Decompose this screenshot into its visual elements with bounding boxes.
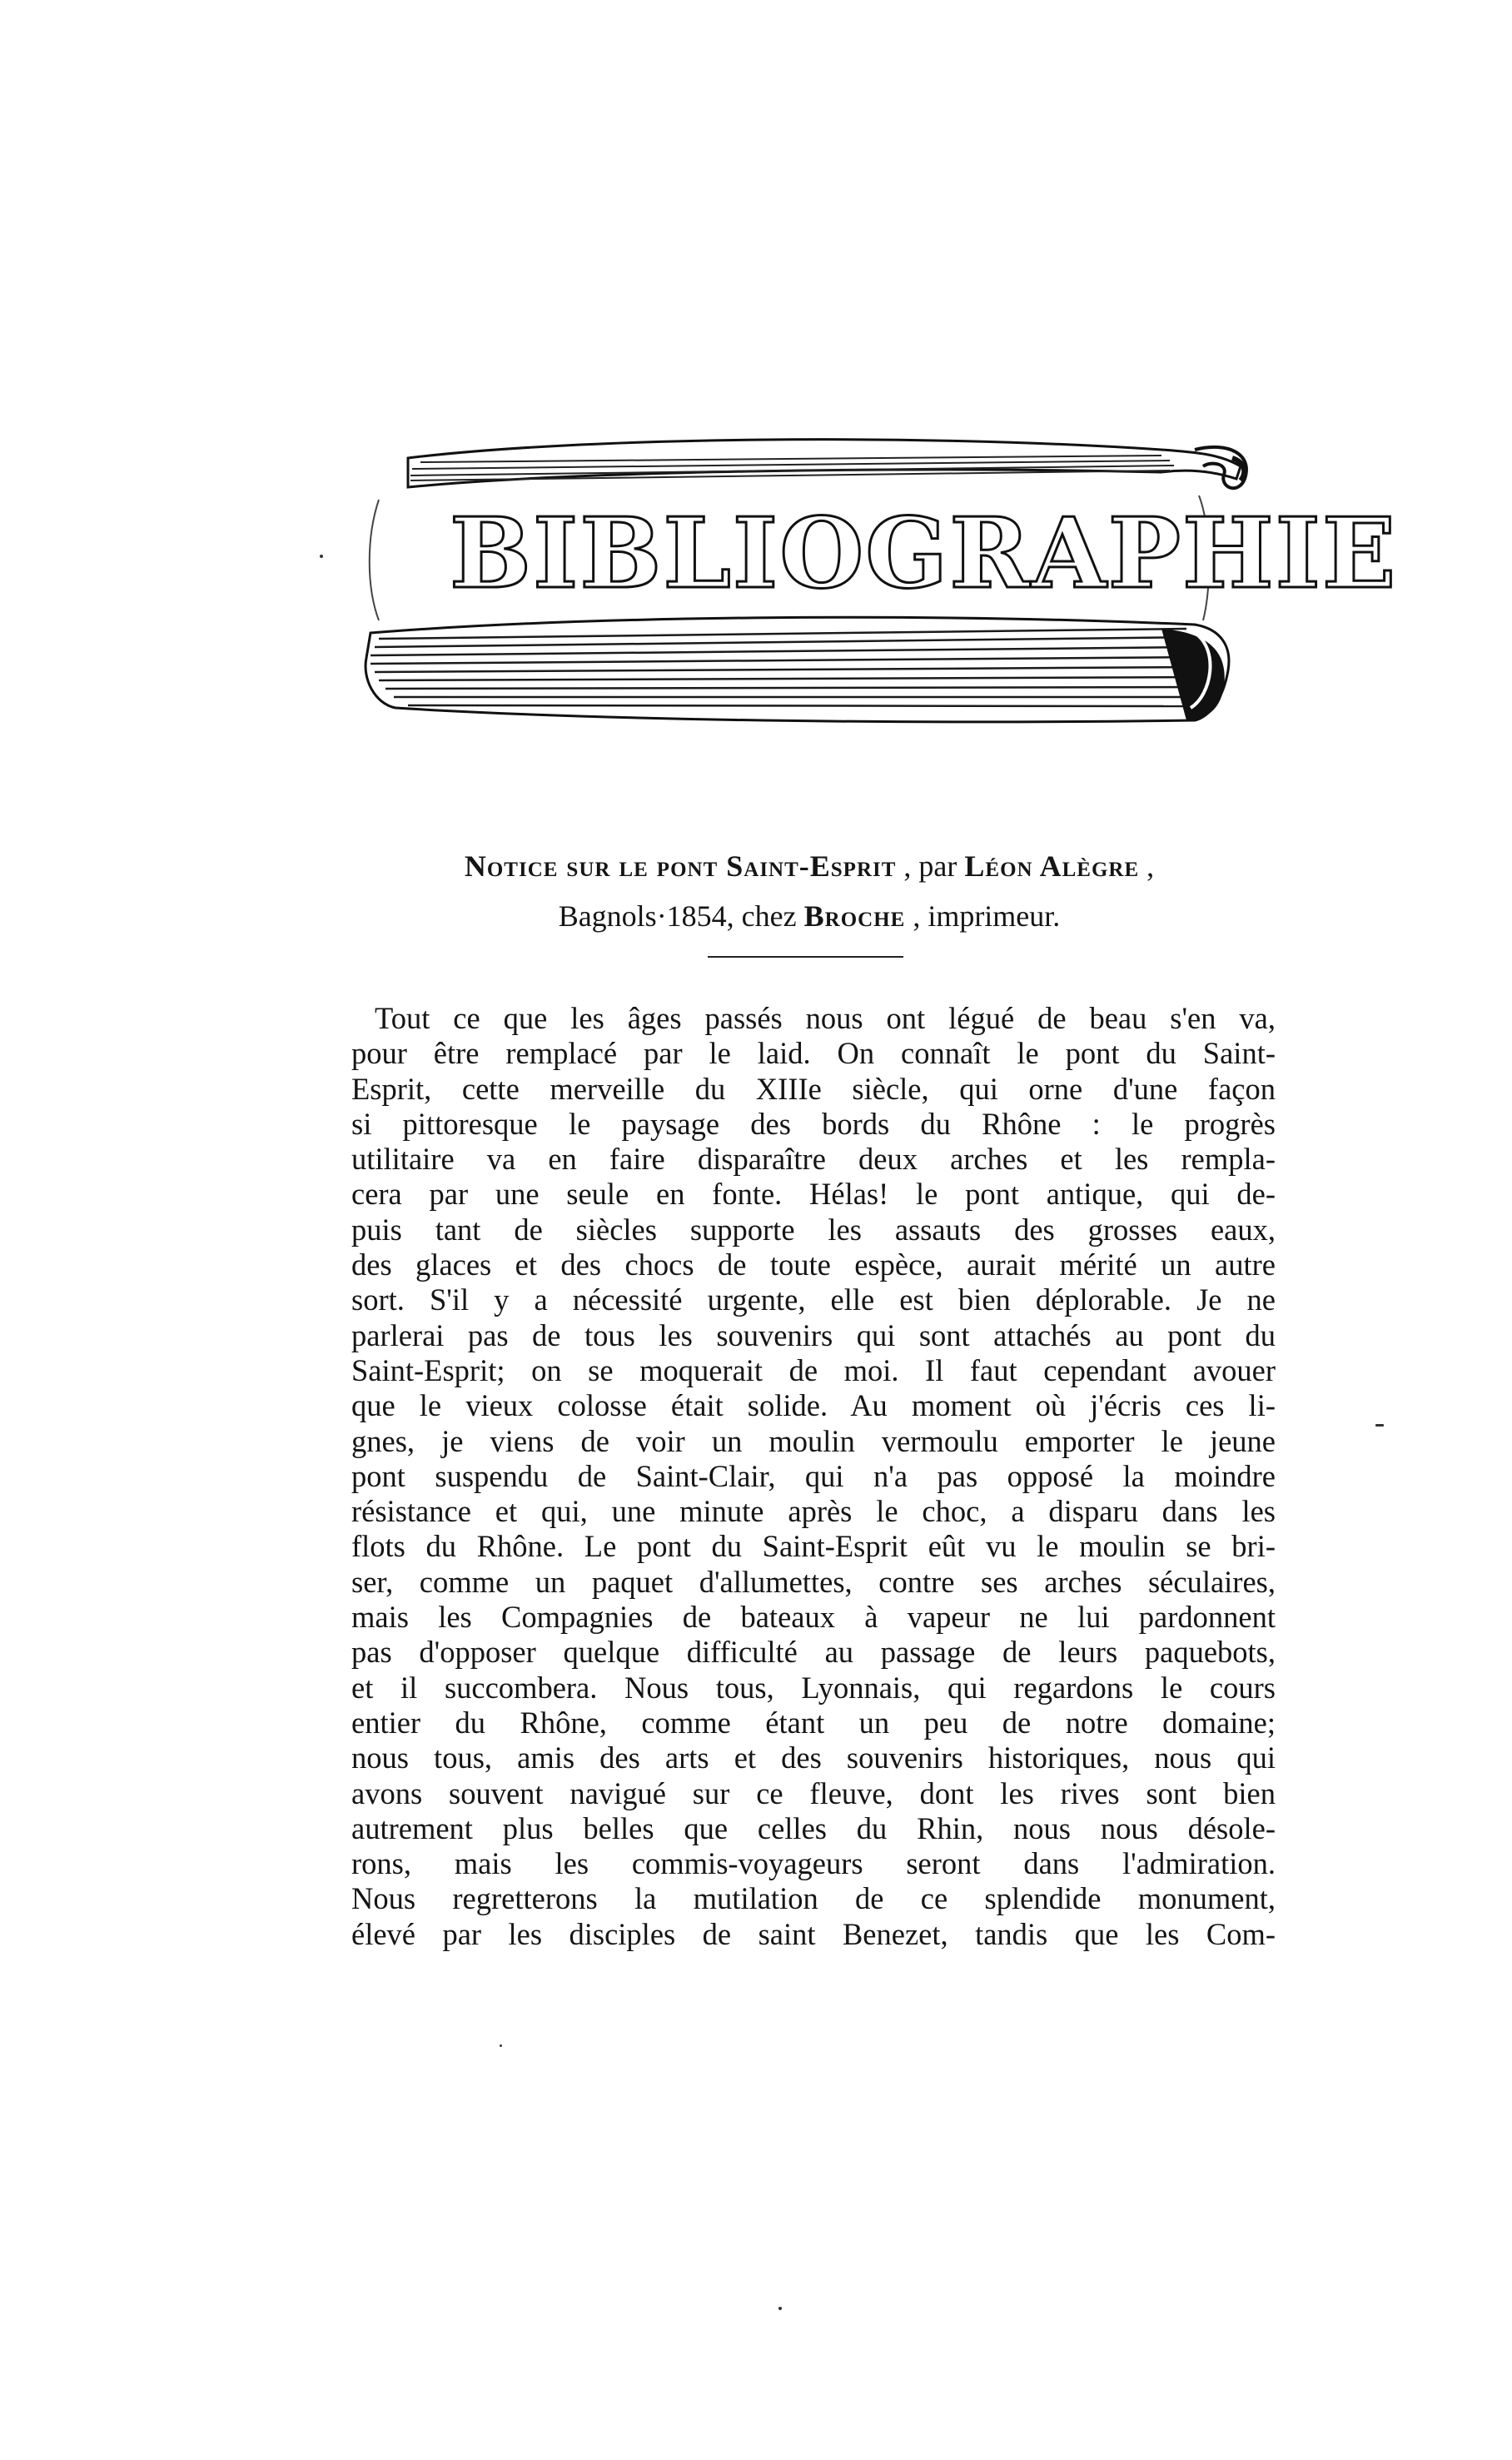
notice-separator: , par xyxy=(896,849,965,883)
body-line: gnes, je viens de voir un moulin vermoulu emporter le jeune xyxy=(351,1423,1276,1458)
scan-speck xyxy=(778,2307,782,2310)
body-paragraph xyxy=(351,1001,1276,1952)
notice-line1-end: , xyxy=(1139,849,1155,883)
body-line: des glaces et des chocs de toute espèce, aurait mérité un autre xyxy=(351,1247,1276,1282)
body-line: nous tous, amis des arts et des souvenirs historiques, nous qui xyxy=(351,1740,1276,1775)
notice-line2-end: , imprimeur. xyxy=(905,899,1061,933)
body-line: pont suspendu de Saint-Clair, qui n'a pas opposé la moindre xyxy=(351,1458,1276,1493)
notice-line-1 xyxy=(343,841,1276,891)
body-line: puis tant de siècles supporte les assauts des grosses eaux, xyxy=(351,1212,1276,1247)
body-line: Nous regretterons la mutilation de ce splendide monument, xyxy=(351,1881,1276,1916)
scan-speck xyxy=(320,555,323,558)
body-line: parlerai pas de tous les souvenirs qui sont attachés au pont du xyxy=(351,1317,1276,1352)
body-line: entier du Rhône, comme étant un peu de notre domaine; xyxy=(351,1705,1276,1740)
notice-author: Léon Alègre xyxy=(964,849,1140,883)
body-line: Saint-Esprit; on se moquerait de moi. Il faut cependant avouer xyxy=(351,1352,1276,1387)
body-line: élevé par les disciples de saint Benezet, tandis que les Com- xyxy=(351,1916,1276,1951)
scan-speck xyxy=(1375,1424,1384,1427)
banner-title: B I B L I O G R A P H I E xyxy=(450,497,1398,610)
body-line: Esprit, cette merveille du XIIIe siècle, qui orne d'une façon xyxy=(351,1071,1276,1106)
notice-place: Bagnols·1854, chez xyxy=(558,899,804,933)
body-line: pas d'opposer quelque difficulté au passage de leurs paquebots, xyxy=(351,1635,1276,1670)
body-line: que le vieux colosse était solide. Au moment où j'écris ces li- xyxy=(351,1388,1276,1423)
scan-speck xyxy=(500,2044,502,2047)
body-line: pour être remplacé par le laid. On connaît le pont du Saint- xyxy=(351,1036,1276,1071)
body-line: autrement plus belles que celles du Rhin, nous nous désole- xyxy=(351,1810,1276,1845)
body-line: et il succombera. Nous tous, Lyonnais, qui regardons le cours xyxy=(351,1670,1276,1705)
body-line: Tout ce que les âges passés nous ont légué de beau s'en va, xyxy=(375,1001,1276,1035)
separator-rule xyxy=(708,956,903,958)
body-line: ser, comme un paquet d'allumettes, contre ses arches séculaires, xyxy=(351,1564,1276,1599)
body-line: rons, mais les commis-voyageurs seront dans l'admiration. xyxy=(351,1846,1276,1881)
notice-title: Notice sur le pont Saint-Esprit xyxy=(464,849,897,883)
notice-heading xyxy=(343,841,1276,941)
body-line: mais les Compagnies de bateaux à vapeur ne lui pardonnent xyxy=(351,1600,1276,1635)
notice-line-2 xyxy=(343,891,1276,941)
body-line: avons souvent navigué sur ce fleuve, dont les rives sont bien xyxy=(351,1775,1276,1810)
notice-printer: Broche xyxy=(803,899,906,933)
body-line: cera par une seule en fonte. Hélas! le pont antique, qui de- xyxy=(351,1177,1276,1212)
body-line: utilitaire va en faire disparaître deux arches et les rempla- xyxy=(351,1142,1276,1177)
bibliographie-banner xyxy=(329,421,1398,745)
body-line: flots du Rhône. Le pont du Saint-Esprit eût vu le moulin se bri- xyxy=(351,1529,1276,1564)
body-line: résistance et qui, une minute après le choc, a disparu dans les xyxy=(351,1494,1276,1529)
body-line: si pittoresque le paysage des bords du Rhône : le progrès xyxy=(351,1106,1276,1141)
body-line: sort. S'il y a nécessité urgente, elle est bien déplorable. Je ne xyxy=(351,1282,1276,1317)
